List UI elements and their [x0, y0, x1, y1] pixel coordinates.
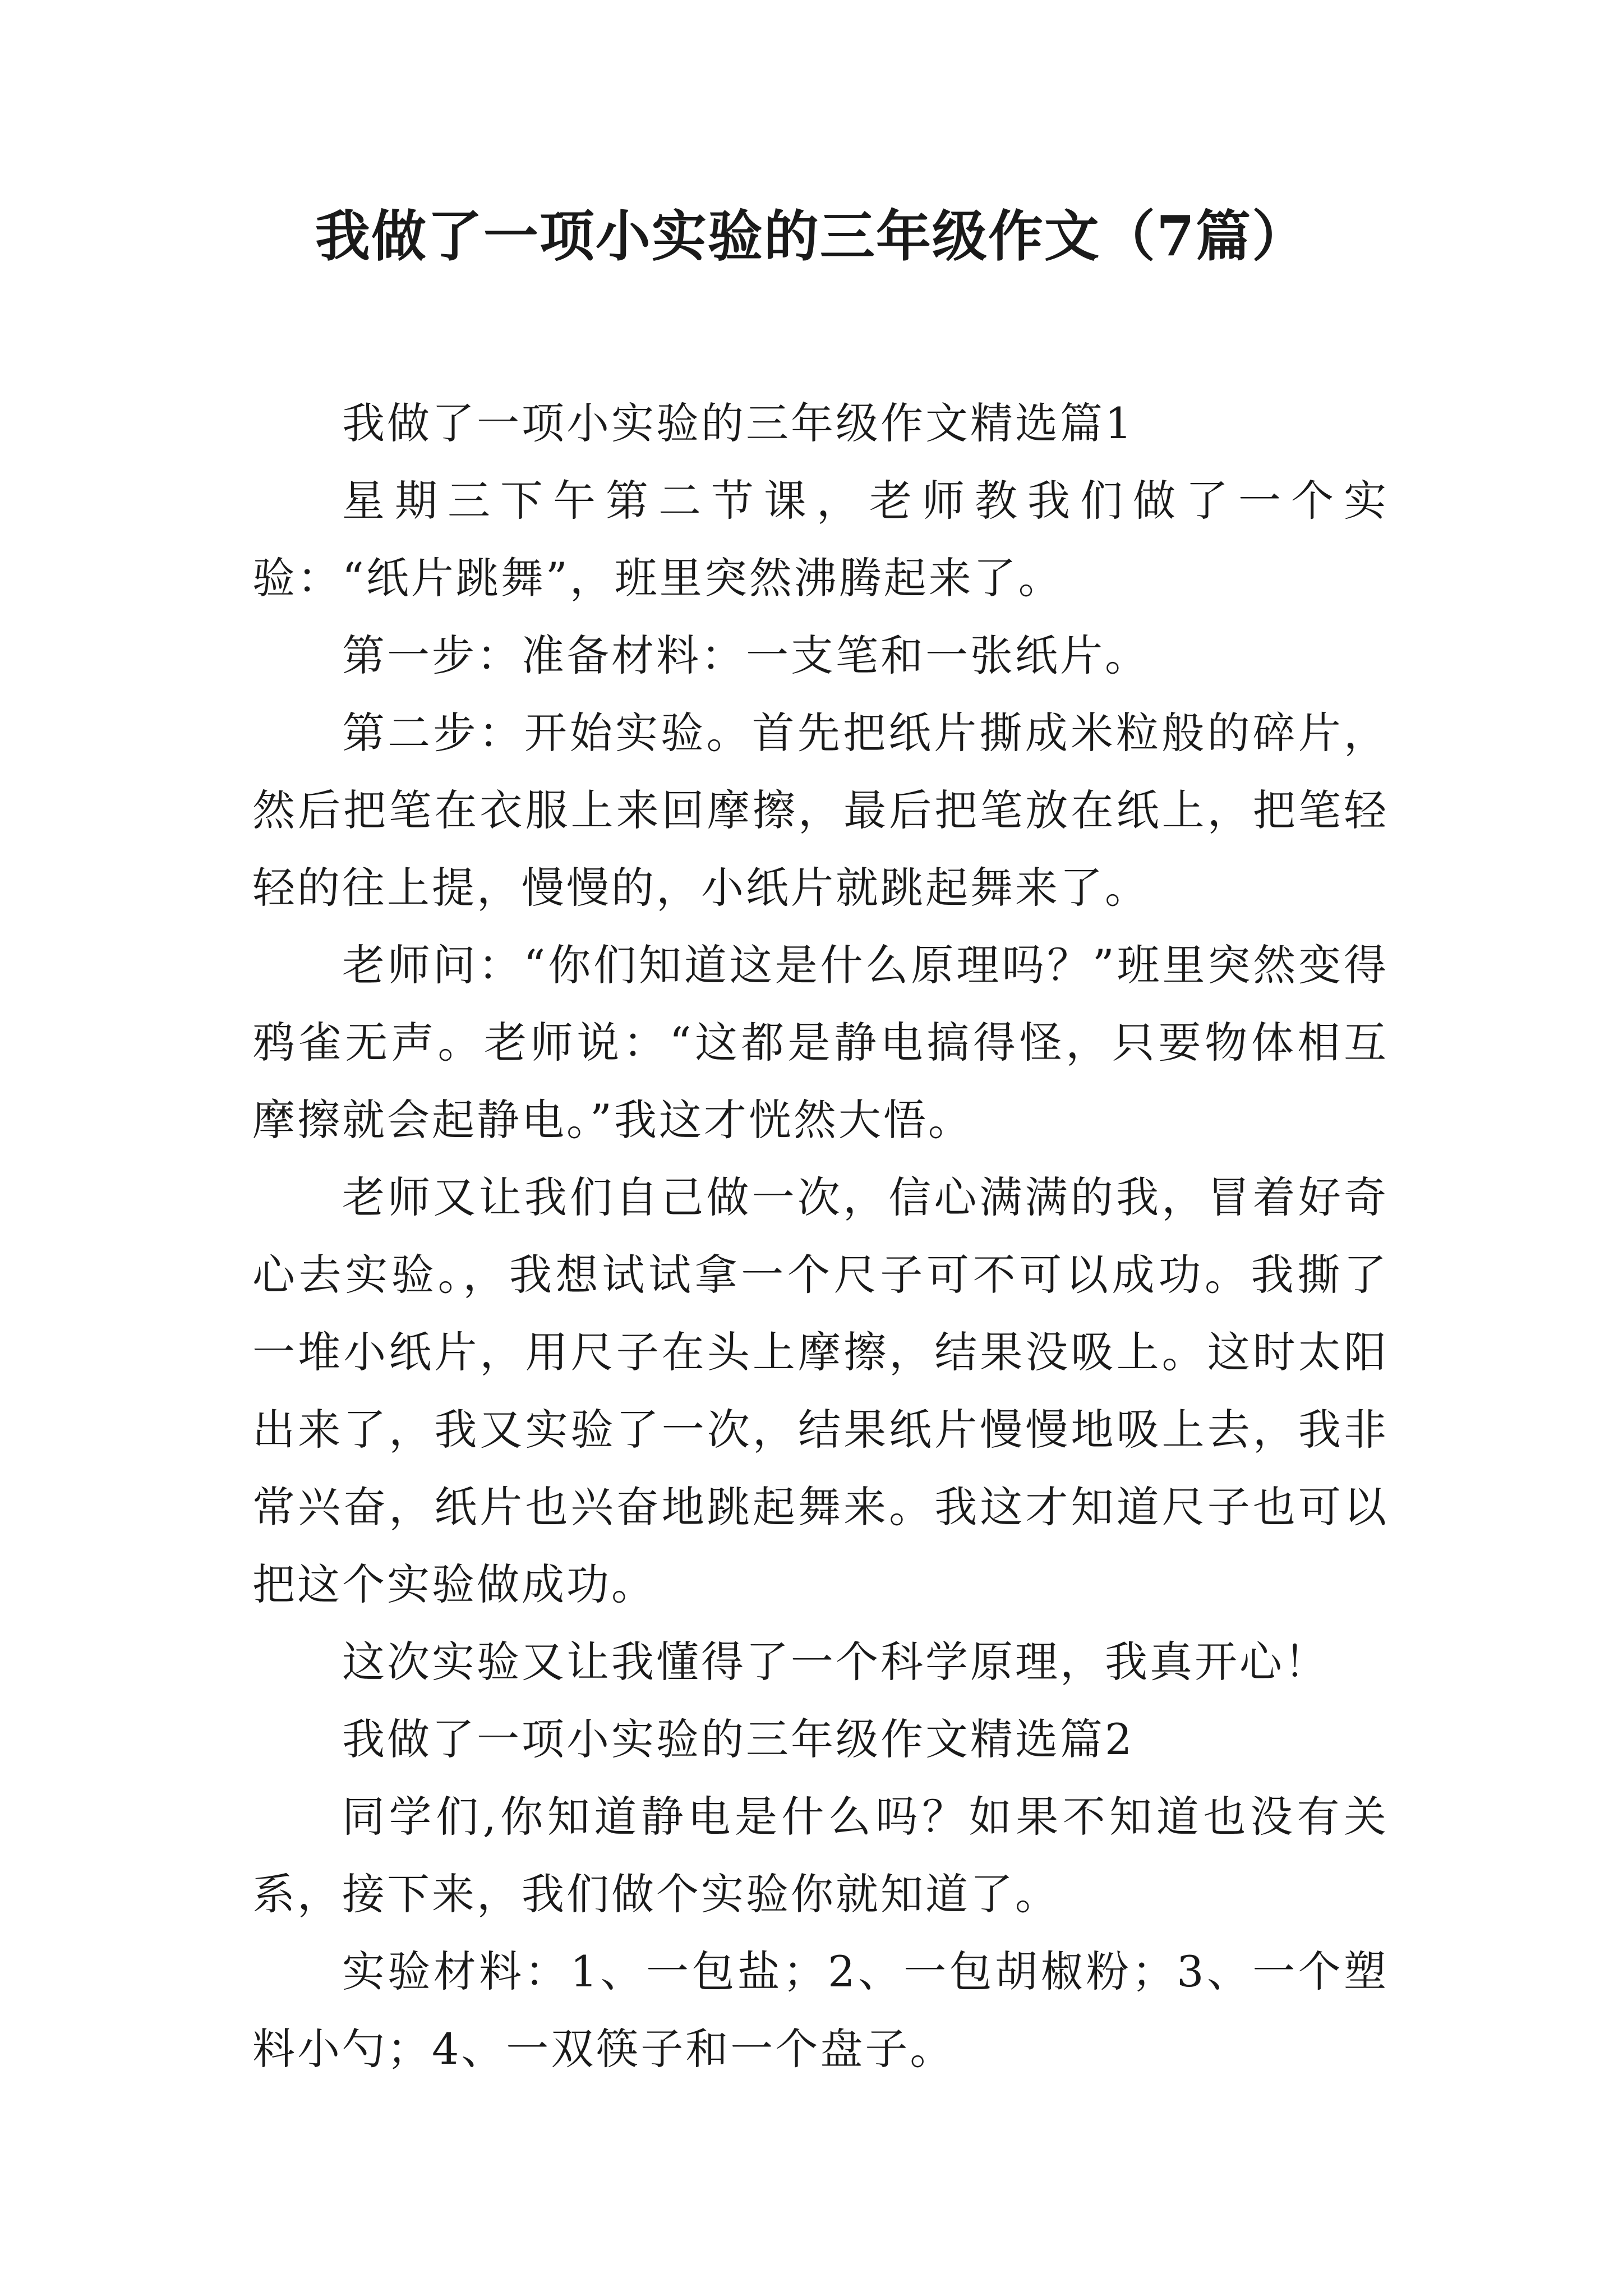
paragraph: 这次实验又让我懂得了一个科学原理，我真开心！: [342, 1637, 1329, 1687]
section-heading: 我做了一项小实验的三年级作文精选篇1: [342, 398, 1135, 448]
paragraph: 星期三下午第二节课，老师教我们做了一个实验：“纸片跳舞”，班里突然沸腾起来了。: [252, 476, 1389, 603]
paragraph: 老师问：“你们知道这是什么原理吗？”班里突然变得鸦雀无声。老师说：“这都是静电搞得怪，只要物体相互摩擦就会起静电。”我这才恍然大悟。: [252, 940, 1389, 1145]
paragraph: 同学们,你知道静电是什么吗？如果不知道也没有关系，接下来，我们做个实验你就知道了。: [252, 1792, 1389, 1919]
section-heading: 我做了一项小实验的三年级作文精选篇2: [342, 1714, 1135, 1764]
document-title: 我做了一项小实验的三年级作文（7篇）: [315, 204, 1308, 269]
paragraph: 实验材料：1、一包盐；2、一包胡椒粉；3、一个塑料小勺；4、一双筷子和一个盘子。: [252, 1947, 1389, 2074]
document-body: [252, 385, 1389, 2088]
paragraph: 老师又让我们自己做一次，信心满满的我，冒着好奇心去实验。，我想试试拿一个尺子可不可以成功。我撕了一堆小纸片，用尺子在头上摩擦，结果没吸上。这时太阳出来了，我又实验了一次，结果纸片慢慢地吸上去，我非常兴奋，纸片也兴奋地跳起舞来。我这才知道尺子也可以把这个实验做成功。: [252, 1172, 1389, 1609]
paragraph: 第二步：开始实验。首先把纸片撕成米粒般的碎片，然后把笔在衣服上来回摩擦，最后把笔放在纸上，把笔轻轻的往上提，慢慢的，小纸片就跳起舞来了。: [252, 708, 1389, 913]
paragraph: 第一步：准备材料：一支笔和一张纸片。: [342, 631, 1150, 680]
